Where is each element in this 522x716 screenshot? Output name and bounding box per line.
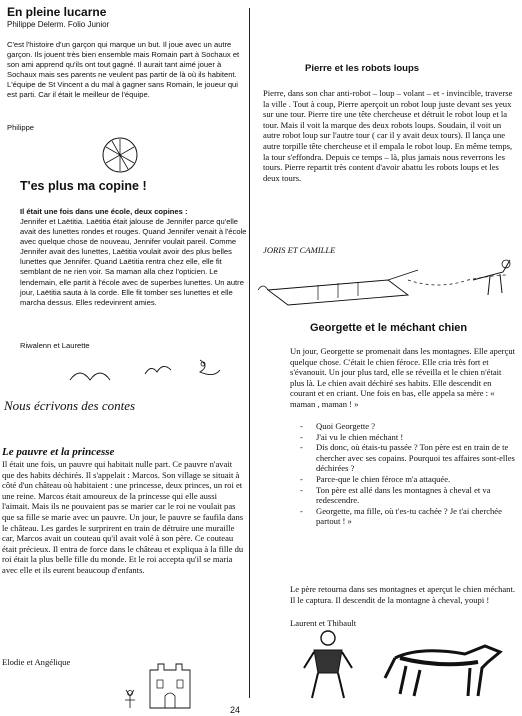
page-number: 24 [230, 705, 241, 715]
story3-text: Il était une fois, un pauvre qui habitait nulle part. Ce pauvre n'avait que des habits déchirés. Il s'appelait : Marcos. Son village se situait à côté d'un château où habitaient : une princesse, deux princes, un roi et une reine. Marcos était amoureux de la princesse qui elle aussi l'aimait. Mais ils ne pouvaient pas se marier car le roi ne voulait pas que sa fille se marie avec un pauvre. Un jour, le pauvre se faufila dans le château. Les gardes le surprirent en train de détruire une muraille car, Marcos avait un couteau qu'il avait volé à son père. Ce couteau était précieux. Il entra de force dans le château et expliqua à la fille du roi était la plus belle fille du monde. Et le roi accepta qu'il se maria avec elle et ils eurent beaucoup d'enfants. [2, 459, 244, 575]
story4-author: JORIS ET CAMILLE [263, 245, 336, 255]
dialogue-line: - J'ai vu le chien méchant ! [290, 432, 515, 443]
story1-source: Philippe Delerm. Folio Junior [7, 20, 110, 29]
story2-title: T'es plus ma copine ! [20, 179, 147, 193]
story1-title: En pleine lucarne [7, 5, 107, 19]
dialogue-line: - Quoi Georgette ? [290, 421, 515, 432]
castle-doodle-icon [120, 650, 220, 710]
story3-author: Elodie et Angélique [2, 657, 71, 667]
story4-title: Pierre et les robots loups [305, 63, 420, 74]
story5-author: Laurent et Thibault [290, 618, 357, 628]
story5-title: Georgette et le méchant chien [310, 322, 468, 334]
story3-title: Le pauvre et la princesse [2, 446, 115, 458]
story5-ending: Le père retourna dans ses montagnes et aperçut le chien méchant. Il le captura. Il descendit de la montagne à cheval, youpi ! [290, 584, 516, 605]
dialogue-line: - Georgette, ma fille, où t'es-tu cachée ? Je t'ai cherchée partout ! » [290, 506, 515, 527]
story5-text: Un jour, Georgette se promenait dans les montagnes. Elle aperçut quelque chose. C'était le chien féroce. Elle cria très fort et s'évanouit. Un jour plus tard, elle se réveilla et le chien n'était plus là. Le chien avait déchiré ses habits. Elle descendit en courant et en criant. Une fois en bas, elle appela sa mère : « maman , maman ! » [290, 346, 516, 409]
dialogue-line: - Parce-que le chien féroce m'a attaquée. [290, 474, 515, 485]
robot-tank-doodle-icon [258, 250, 520, 320]
man-and-horse-doodle-icon [300, 628, 515, 703]
story2-lead: Il était une fois dans une école, deux copines : [20, 207, 188, 216]
birds-doodle-icon [60, 352, 250, 392]
sun-doodle-icon [100, 135, 140, 175]
dialogue-line: - Dis donc, où étais-tu passée ? Ton père est en train de te chercher avec ses copains. Pourquoi tes affaires sont-elles déchirées ? [290, 442, 515, 474]
story4-text: Pierre, dans son char anti-robot – loup – volant – et - invincible, traverse la ville . Tout à coup, Pierre aperçoit un robot loup juste devant ses yeux sur une tour. Pierre tire une tête chercheuse et détruit le robot loup et la tour. Mais il voit la marque des deux robots loups. Soudain, il voit un autre robot loup sur l'autre tour ( car il y avait deux tours). Il lança une autre torpille tête chercheuse et il empala le robot loup. En même temps, la tour s'effondra. Depuis ce temps – là, plus jamais nous reverrons les tours. Pierre repartit très content d'avoir abattu les robots loups et les deux tours. [263, 88, 513, 183]
story1-text: C'est l'histoire d'un garçon qui marque un but. Il joue avec un autre garçon. Ils jouent très bien ensemble mais Romain part à Sochaux et son ami apprend qu'ils ont tout gagné. Il aurait tant aimé jouer à Sochaux mais ses parents ne veulent pas partir de là où ils habitent. L'équipe de St Vincent a du mal à gagner sans Romain, le joueur qui est parti. Car il était le meilleur de l'équipe. [7, 40, 240, 100]
story2-text: Jennifer et Laëtitia. Laëtitia était jalouse de Jennifer parce qu'elle avait des lunettes rondes et rouges. Quand Jennifer venait à l'école avec quelque chose de nouveau, Jennifer voulait pareil. Comme Jennifer avait des lunettes, Laëtitia voulait avoir des plus belles lunettes que Jennifer. Quand Laëtitia rentra chez elle, elle fit semblant de ne rien voir. Sa maman alla chez l'opticien. Le lendemain, elle partit à l'école avec de superbes lunettes. Un autre jour, Laëtitia sauta à la corde. Elle fit tomber ses lunettes et elle marcha dessus. Elles redevinrent amies. [20, 217, 247, 307]
story1-author: Philippe [7, 123, 35, 132]
section-heading: Nous écrivons des contes [4, 398, 136, 413]
story5-dialogue [290, 421, 515, 527]
story2-author: Riwalenn et Laurette [20, 341, 90, 350]
dialogue-line: - Ton père est allé dans les montagnes à cheval et va redescendre. [290, 485, 515, 506]
